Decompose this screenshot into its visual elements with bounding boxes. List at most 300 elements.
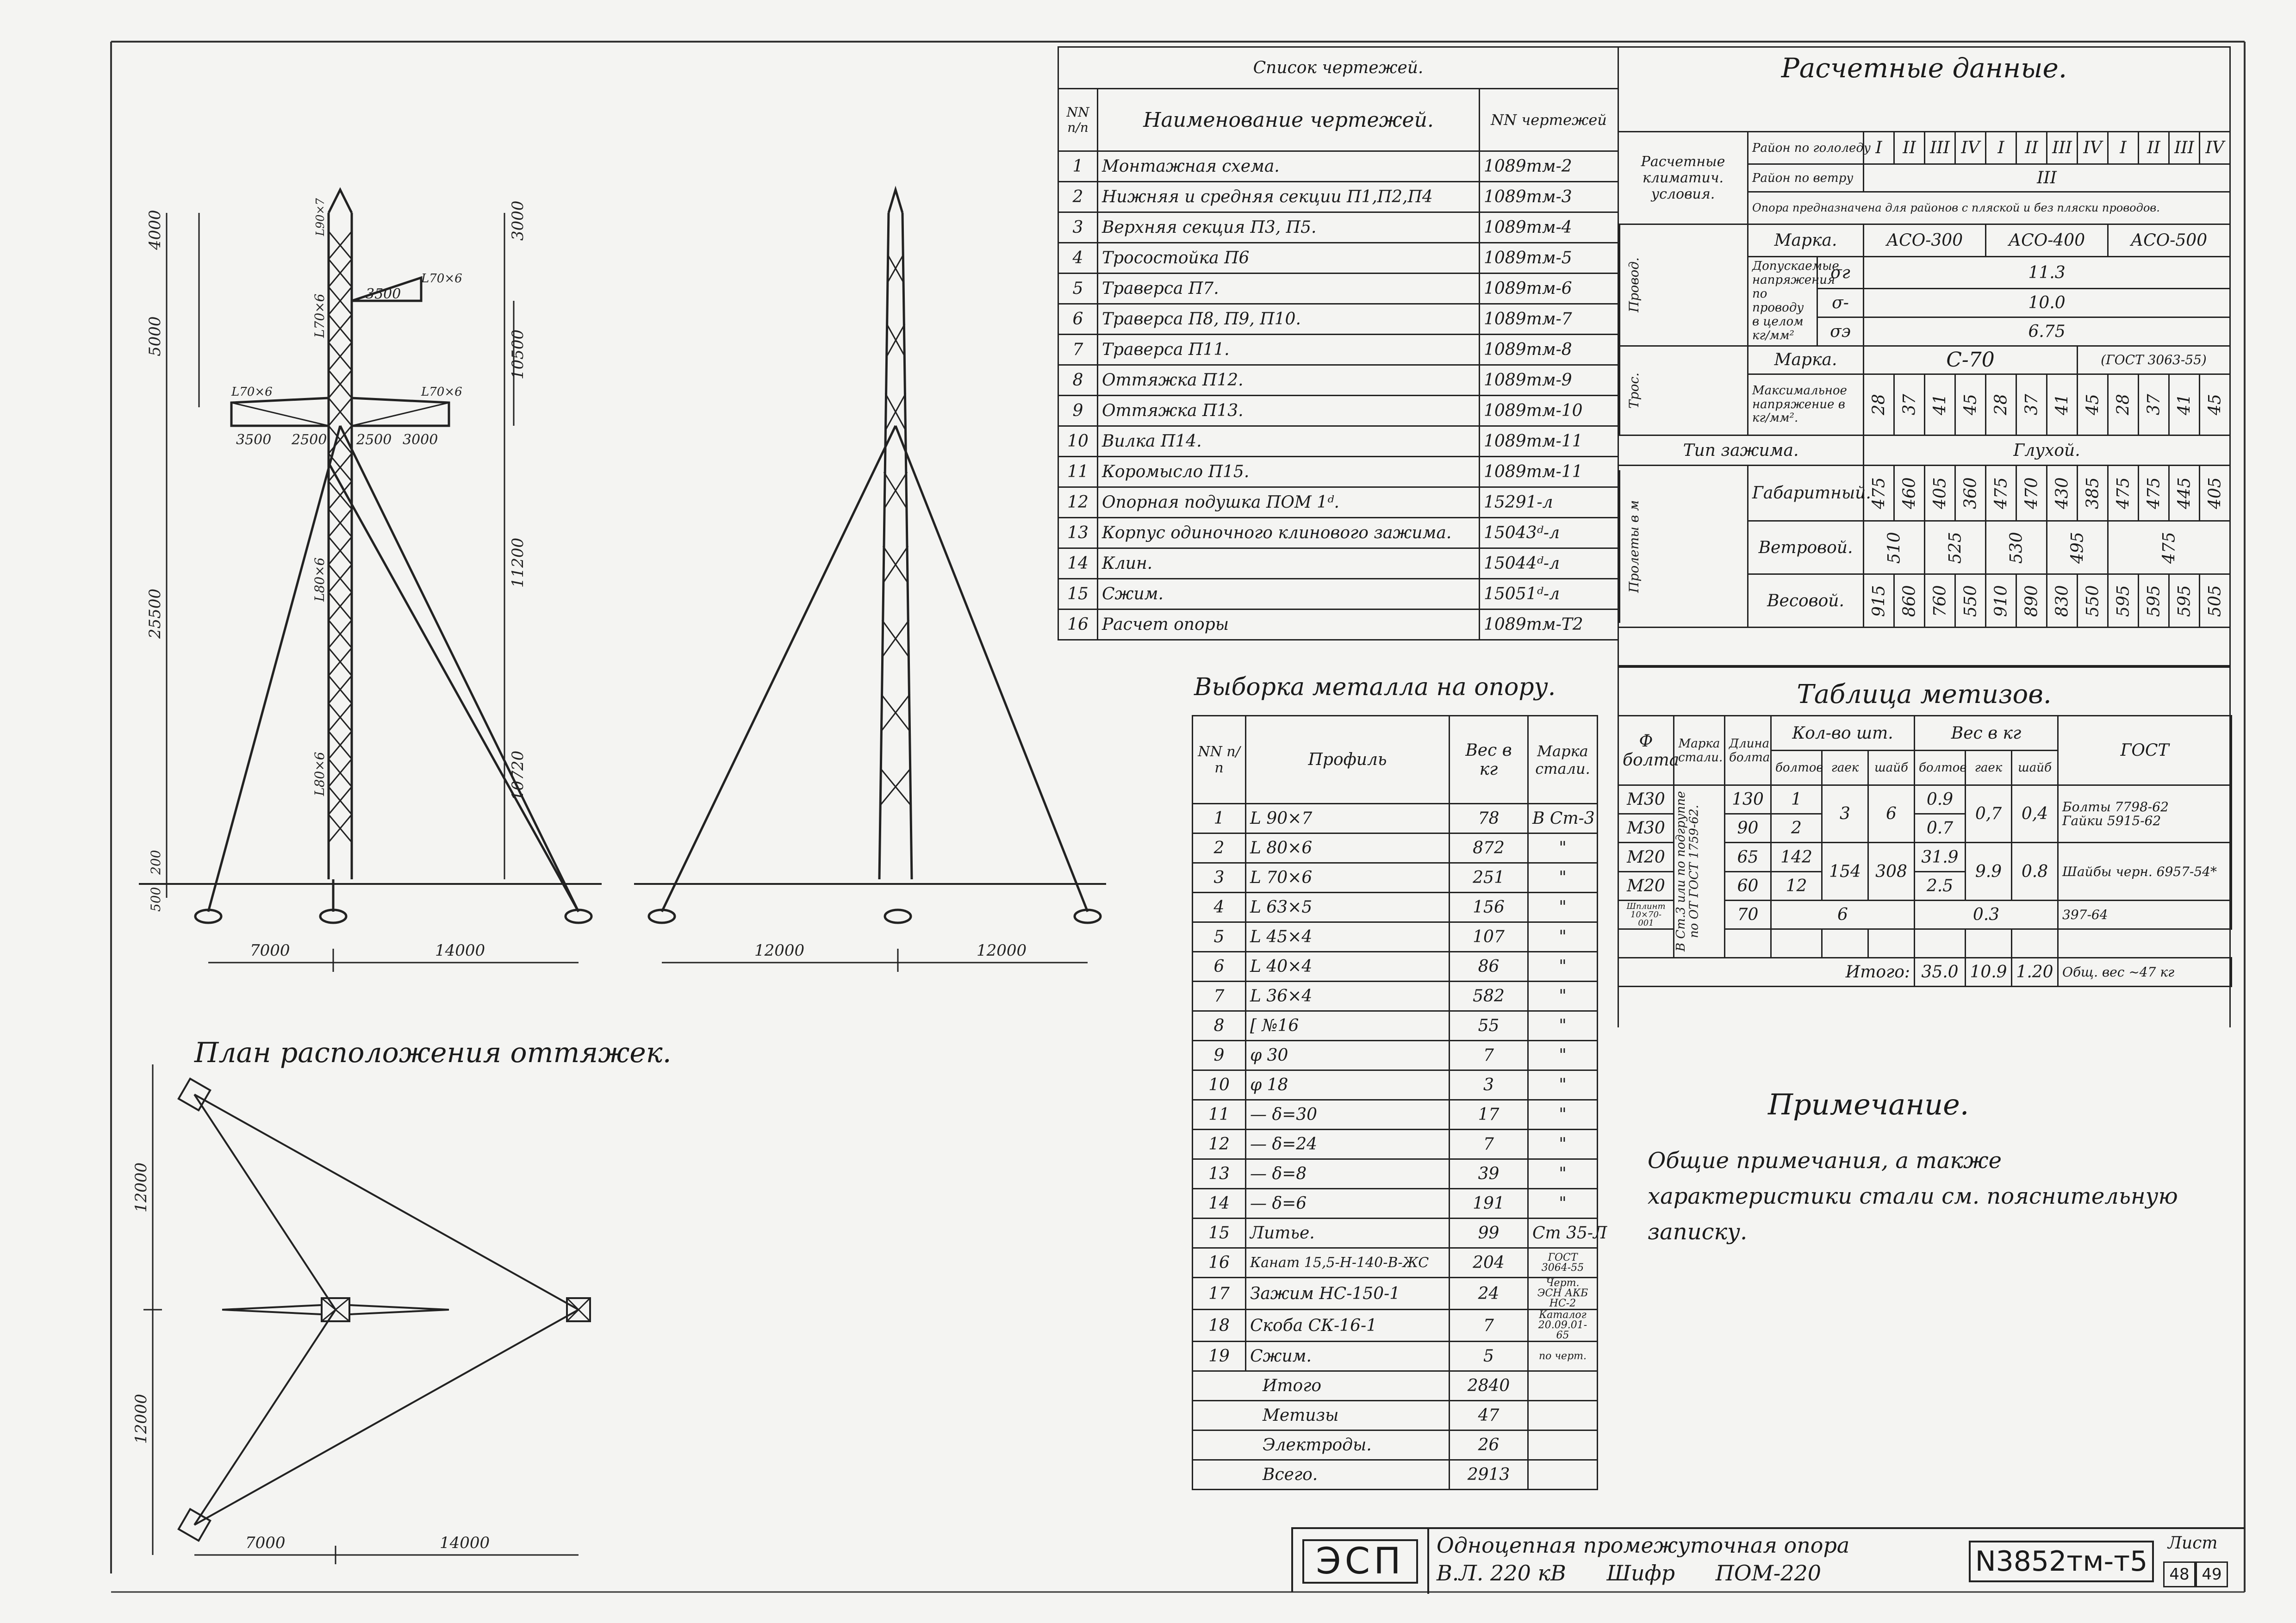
drawing-list-cell-name: Траверса П7. bbox=[1098, 274, 1480, 304]
metal-col-num: NN п/п bbox=[1193, 716, 1246, 804]
hw-wb: 0.7 bbox=[1915, 814, 1966, 843]
dim-height-top: 4000 bbox=[146, 210, 164, 250]
hw-gost-0 bbox=[2058, 785, 2232, 843]
drawing-list-cell-name: Траверса П11. bbox=[1098, 335, 1480, 365]
drawing-list-row bbox=[1058, 518, 1618, 548]
drawing-list-cell-code: 1089тм-8 bbox=[1480, 335, 1618, 365]
drawing-list-cell-n: 8 bbox=[1058, 365, 1098, 396]
dim-height-upper: 10500 bbox=[509, 329, 527, 379]
stress-label: Допускаемые напряжения по проводу в целом кг/мм² bbox=[1748, 257, 1817, 346]
drawing-list-cell-name: Оттяжка П12. bbox=[1098, 365, 1480, 396]
weight-span: 860 bbox=[1894, 574, 1925, 628]
hw-wb: 31.9 bbox=[1915, 843, 1966, 872]
dim-height-mid: 5000 bbox=[146, 316, 164, 356]
profile-label-4: L80×6 bbox=[312, 752, 327, 796]
weight-span: 915 bbox=[1864, 574, 1894, 628]
drawing-list-row bbox=[1058, 365, 1618, 396]
metal-total-row bbox=[1193, 1430, 1598, 1460]
dim-height-base: 10720 bbox=[509, 750, 527, 801]
hw-phi: М20 bbox=[1618, 843, 1674, 872]
max-stress: 28 bbox=[1986, 374, 2016, 435]
wire-section: Провод. bbox=[1619, 225, 1648, 345]
metal-row bbox=[1193, 982, 1598, 1011]
metal-cell-w: 7 bbox=[1450, 1041, 1528, 1070]
hardware-title: Таблица метизов. bbox=[1797, 679, 2052, 709]
drawing-list-cell-code: 1089тм-3 bbox=[1480, 182, 1618, 212]
dim-arm-c: 2500 bbox=[356, 432, 392, 448]
metal-cell-w: 7 bbox=[1450, 1310, 1528, 1342]
h-bolts: болтов bbox=[1771, 751, 1822, 785]
metal-cell-b: " bbox=[1528, 863, 1598, 893]
drawing-list-cell-name: Коромысло П15. bbox=[1098, 457, 1480, 487]
drawing-list-cell-name: Монтажная схема. bbox=[1098, 151, 1480, 182]
metal-cell-p: L 90×7 bbox=[1246, 804, 1450, 833]
brand-label: Марка. bbox=[1748, 224, 1864, 257]
metal-cell-p: L 80×6 bbox=[1246, 833, 1450, 863]
gabarit-span: 475 bbox=[1864, 466, 1894, 521]
title-number: N3852тм-т5 bbox=[1969, 1541, 2154, 1582]
profile-label-7: L70×6 bbox=[421, 272, 462, 286]
dim-arm-d: 3000 bbox=[403, 432, 438, 448]
weight-span: 830 bbox=[2047, 574, 2078, 628]
sheet-number: 48 bbox=[2163, 1561, 2196, 1587]
rope-gost: (ГОСТ 3063-55) bbox=[2078, 346, 2230, 374]
metal-total-row bbox=[1193, 1371, 1598, 1401]
metal-cell-n: 16 bbox=[1193, 1248, 1246, 1278]
stress-val: 11.3 bbox=[1864, 257, 2230, 289]
steel-note: В Ст.3 или по подгруппе по ОТ ГОСТ 1759-62. bbox=[1674, 791, 1701, 952]
gabarit-span: 460 bbox=[1894, 466, 1925, 521]
metal-title: Выборка металла на опору. bbox=[1194, 673, 1556, 701]
wind-value: III bbox=[1864, 164, 2230, 192]
title-org: ЭСП bbox=[1302, 1539, 1418, 1584]
dim-height-cross: 3000 bbox=[509, 200, 527, 241]
metal-cell-n: 1 bbox=[1193, 804, 1246, 833]
metal-cell-p: [ №16 bbox=[1246, 1011, 1450, 1041]
metal-cell-w: 3 bbox=[1450, 1070, 1528, 1100]
drawing-list-cell-code: 15043ᵈ-л bbox=[1480, 518, 1618, 548]
hw-gost-2: Шайбы черн. 6957-54* bbox=[2058, 843, 2232, 901]
metal-cell-n: 6 bbox=[1193, 952, 1246, 982]
dim-width-right: 14000 bbox=[435, 941, 485, 960]
drawing-list-cell-code: 15291-л bbox=[1480, 487, 1618, 518]
max-stress: 28 bbox=[2108, 374, 2139, 435]
ice-region: III bbox=[2047, 132, 2078, 164]
h-weight: Вес в кг bbox=[1915, 716, 2058, 751]
dim-height-lower: 11200 bbox=[509, 537, 527, 588]
metal-cell-b: " bbox=[1528, 982, 1598, 1011]
metal-cell-p: Сжим. bbox=[1246, 1342, 1450, 1371]
drawing-list-row bbox=[1058, 212, 1618, 243]
drawing-list-cell-n: 10 bbox=[1058, 426, 1098, 457]
drawing-list-row bbox=[1058, 151, 1618, 182]
metal-cell-p: — δ=30 bbox=[1246, 1100, 1450, 1130]
metal-total-weight: 26 bbox=[1450, 1430, 1528, 1460]
drawing-list-row bbox=[1058, 609, 1618, 640]
drawing-list-cell-name: Верхняя секция П3, П5. bbox=[1098, 212, 1480, 243]
clamp-value: Глухой. bbox=[1864, 435, 2230, 466]
dim-width-left: 7000 bbox=[250, 941, 290, 960]
h-nuts: гаек bbox=[1822, 751, 1868, 785]
ice-region: IV bbox=[1955, 132, 1986, 164]
dim-arm-b: 2500 bbox=[292, 432, 327, 448]
stress-val: 6.75 bbox=[1864, 317, 2230, 346]
gabarit-span: 445 bbox=[2169, 466, 2200, 521]
drawing-list-row bbox=[1058, 182, 1618, 212]
gabarit-span: 475 bbox=[2139, 466, 2169, 521]
drawing-list-cell-n: 9 bbox=[1058, 396, 1098, 426]
max-stress: 41 bbox=[2047, 374, 2078, 435]
metal-cell-b: " bbox=[1528, 1130, 1598, 1159]
wind-span: 530 bbox=[1986, 521, 2047, 574]
drawing-list-row bbox=[1058, 396, 1618, 426]
calc-data-block bbox=[1618, 46, 2231, 666]
metal-row bbox=[1193, 893, 1598, 922]
plan-title: План расположения оттяжек. bbox=[194, 1037, 672, 1069]
ice-region: IV bbox=[2078, 132, 2108, 164]
metal-cell-b: по черт. bbox=[1528, 1342, 1598, 1371]
wind-label: Район по ветру bbox=[1748, 164, 1864, 192]
hw-gost-3: 397-64 bbox=[2058, 901, 2232, 929]
h-brand: Марка стали. bbox=[1674, 716, 1725, 785]
metal-cell-n: 7 bbox=[1193, 982, 1246, 1011]
clamp-label: Тип зажима. bbox=[1618, 435, 1864, 466]
metal-row bbox=[1193, 1278, 1598, 1310]
metal-row bbox=[1193, 1011, 1598, 1041]
hw-total-washers: 1.20 bbox=[2012, 958, 2058, 987]
drawing-list-cell-n: 13 bbox=[1058, 518, 1098, 548]
drawing-list-title: Список чертежей. bbox=[1058, 47, 1618, 89]
col-name: Наименование чертежей. bbox=[1098, 89, 1480, 151]
spans-section: Пролеты в м bbox=[1619, 470, 1648, 623]
metal-cell-w: 872 bbox=[1450, 833, 1528, 863]
dim-side-right: 12000 bbox=[977, 941, 1027, 960]
rope-brand: С-70 bbox=[1864, 346, 2078, 374]
drawing-list-cell-n: 11 bbox=[1058, 457, 1098, 487]
metal-cell-p: Канат 15,5-Н-140-В-ЖС bbox=[1246, 1248, 1450, 1278]
metal-cell-b: Ст 35-Л bbox=[1528, 1219, 1598, 1248]
metal-cell-n: 4 bbox=[1193, 893, 1246, 922]
ice-region: II bbox=[1894, 132, 1925, 164]
metal-cell-b: " bbox=[1528, 952, 1598, 982]
metal-cell-w: 78 bbox=[1450, 804, 1528, 833]
ice-region: III bbox=[2169, 132, 2200, 164]
max-stress: 45 bbox=[1955, 374, 1986, 435]
metal-cell-b: В Ст-3 bbox=[1528, 804, 1598, 833]
ice-region: I bbox=[1864, 132, 1894, 164]
hw-phi: М20 bbox=[1618, 872, 1674, 901]
dim-height-ground: 200 bbox=[148, 850, 163, 875]
drawing-list-cell-code: 1089тм-Т2 bbox=[1480, 609, 1618, 640]
metal-total-label: Всего. bbox=[1193, 1460, 1450, 1490]
drawing-list-cell-name: Оттяжка П13. bbox=[1098, 396, 1480, 426]
metal-cell-p: Зажим НС-150-1 bbox=[1246, 1278, 1450, 1310]
metal-cell-w: 24 bbox=[1450, 1278, 1528, 1310]
dim-side-left: 12000 bbox=[754, 941, 805, 960]
drawing-list-cell-code: 1089тм-2 bbox=[1480, 151, 1618, 182]
gost-line: Болты 7798-62 bbox=[2062, 799, 2169, 815]
max-stress: 45 bbox=[2078, 374, 2108, 435]
hw-washers-b: 308 bbox=[1868, 843, 1915, 901]
stress-val: 10.0 bbox=[1864, 289, 2230, 317]
metal-cell-b: " bbox=[1528, 1041, 1598, 1070]
weight-span: 760 bbox=[1925, 574, 1955, 628]
calc-title: Расчетные данные. bbox=[1781, 52, 2067, 84]
drawing-list-cell-n: 5 bbox=[1058, 274, 1098, 304]
metal-total-weight: 47 bbox=[1450, 1401, 1528, 1430]
h-qty: Кол-во шт. bbox=[1771, 716, 1915, 751]
metal-cell-n: 2 bbox=[1193, 833, 1246, 863]
metal-cell-b: " bbox=[1528, 1159, 1598, 1189]
metal-cell-p: L 70×6 bbox=[1246, 863, 1450, 893]
hw-nuts-b: 154 bbox=[1822, 843, 1868, 901]
drawing-list-cell-code: 1089тм-11 bbox=[1480, 426, 1618, 457]
metal-row bbox=[1193, 833, 1598, 863]
metal-cell-n: 15 bbox=[1193, 1219, 1246, 1248]
metal-cell-n: 10 bbox=[1193, 1070, 1246, 1100]
drawing-list-cell-name: Траверса П8, П9, П10. bbox=[1098, 304, 1480, 335]
hw-wb: 2.5 bbox=[1915, 872, 1966, 901]
hw-qb: 142 bbox=[1771, 843, 1822, 872]
drawing-list-row bbox=[1058, 579, 1618, 609]
metal-row bbox=[1193, 922, 1598, 952]
metal-cell-n: 9 bbox=[1193, 1041, 1246, 1070]
ice-region: II bbox=[2139, 132, 2169, 164]
metal-cell-b: ГОСТ 3064-55 bbox=[1528, 1248, 1598, 1278]
hw-phi: М30 bbox=[1618, 814, 1674, 843]
metal-cell-w: 107 bbox=[1450, 922, 1528, 952]
wind-span: 525 bbox=[1925, 521, 1986, 574]
drawing-list-row bbox=[1058, 548, 1618, 579]
brand: АСО-400 bbox=[1986, 224, 2108, 257]
hw-total-bolts: 35.0 bbox=[1915, 958, 1966, 987]
ice-region: IV bbox=[2200, 132, 2230, 164]
metal-row bbox=[1193, 1070, 1598, 1100]
weight-span: 595 bbox=[2169, 574, 2200, 628]
metal-cell-n: 18 bbox=[1193, 1310, 1246, 1342]
hw-wb: 0.3 bbox=[1915, 901, 2058, 929]
drawing-list-row bbox=[1058, 243, 1618, 274]
h-gost: ГОСТ bbox=[2058, 716, 2232, 785]
metal-row bbox=[1193, 1248, 1598, 1278]
drawing-list-cell-code: 1089тм-10 bbox=[1480, 396, 1618, 426]
metal-cell-b: Черт. ЭСН АКБ НС-2 bbox=[1528, 1278, 1598, 1310]
metal-cell-n: 8 bbox=[1193, 1011, 1246, 1041]
hw-total-label: Итого: bbox=[1618, 958, 1915, 987]
drawing-list-cell-name: Нижняя и средняя секции П1,П2,П4 bbox=[1098, 182, 1480, 212]
hw-wb: 0.9 bbox=[1915, 785, 1966, 814]
drawing-list-row bbox=[1058, 426, 1618, 457]
metal-cell-b: " bbox=[1528, 1189, 1598, 1219]
metal-cell-n: 12 bbox=[1193, 1130, 1246, 1159]
gabarit-span: 475 bbox=[2108, 466, 2139, 521]
metal-cell-w: 582 bbox=[1450, 982, 1528, 1011]
plan-dim-left: 7000 bbox=[245, 1534, 286, 1552]
drawing-list-row bbox=[1058, 274, 1618, 304]
weight-span: 910 bbox=[1986, 574, 2016, 628]
metal-row bbox=[1193, 863, 1598, 893]
metal-cell-p: L 36×4 bbox=[1246, 982, 1450, 1011]
gabarit-span: 360 bbox=[1955, 466, 1986, 521]
drawing-list-cell-name: Корпус одиночного клинового зажима. bbox=[1098, 518, 1480, 548]
h-phi: Ф болта bbox=[1618, 716, 1674, 785]
stress-sym: σг bbox=[1817, 257, 1864, 289]
metal-cell-b: " bbox=[1528, 1070, 1598, 1100]
drawing-list-cell-code: 15044ᵈ-л bbox=[1480, 548, 1618, 579]
stress-sym: σэ bbox=[1817, 317, 1864, 346]
metal-cell-b: " bbox=[1528, 1100, 1598, 1130]
drawing-list-cell-n: 2 bbox=[1058, 182, 1098, 212]
hw-w-nuts-b: 9.9 bbox=[1966, 843, 2012, 901]
metal-cell-w: 204 bbox=[1450, 1248, 1528, 1278]
metal-row bbox=[1193, 1041, 1598, 1070]
drawing-list-cell-code: 1089тм-7 bbox=[1480, 304, 1618, 335]
weight-span: 550 bbox=[1955, 574, 1986, 628]
plan-dim-top: 12000 bbox=[132, 1162, 150, 1213]
hw-qb: 12 bbox=[1771, 872, 1822, 901]
drawing-list-cell-n: 6 bbox=[1058, 304, 1098, 335]
drawing-list-cell-code: 1089тм-5 bbox=[1480, 243, 1618, 274]
gabarit-label: Габаритный. bbox=[1748, 466, 1864, 521]
dim-height-total: 25500 bbox=[146, 588, 164, 639]
gabarit-span: 470 bbox=[2016, 466, 2047, 521]
metal-total-label: Метизы bbox=[1193, 1401, 1450, 1430]
drawing-list-cell-n: 3 bbox=[1058, 212, 1098, 243]
metal-cell-p: L 40×4 bbox=[1246, 952, 1450, 982]
drawing-list-cell-n: 1 bbox=[1058, 151, 1098, 182]
col-code: NN чертежей bbox=[1480, 89, 1618, 151]
max-stress: 37 bbox=[1894, 374, 1925, 435]
title-line1: Одноцепная промежуточная опора bbox=[1437, 1533, 1850, 1558]
metal-col-brand: Марка стали. bbox=[1528, 716, 1598, 804]
hw-w-nuts-a: 0,7 bbox=[1966, 785, 2012, 843]
wind-span: 475 bbox=[2108, 521, 2230, 574]
profile-label-3: L70×6 bbox=[312, 293, 327, 338]
metal-cell-w: 86 bbox=[1450, 952, 1528, 982]
drawing-list-cell-name: Сжим. bbox=[1098, 579, 1480, 609]
metal-row bbox=[1193, 1342, 1598, 1371]
metal-row bbox=[1193, 952, 1598, 982]
sheet-label: Лист bbox=[2168, 1534, 2218, 1553]
metal-row bbox=[1193, 804, 1598, 833]
metal-cell-p: φ 30 bbox=[1246, 1041, 1450, 1070]
drawing-list-cell-name: Клин. bbox=[1098, 548, 1480, 579]
sheet-total: 49 bbox=[2196, 1561, 2228, 1587]
metal-total-label: Итого bbox=[1193, 1371, 1450, 1401]
max-stress: 41 bbox=[2169, 374, 2200, 435]
h-nuts-w: гаек bbox=[1966, 751, 2012, 785]
profile-label-5: L70×6 bbox=[421, 385, 462, 399]
drawing-list-cell-name: Опорная подушка ПОМ 1ᵈ. bbox=[1098, 487, 1480, 518]
hw-len: 65 bbox=[1725, 843, 1771, 872]
drawing-list-row bbox=[1058, 487, 1618, 518]
hw-qb: 2 bbox=[1771, 814, 1822, 843]
max-stress: 37 bbox=[2016, 374, 2047, 435]
plan-dim-bottom: 12000 bbox=[132, 1393, 150, 1444]
drawing-list-cell-name: Тросостойка П6 bbox=[1098, 243, 1480, 274]
brand: АСО-500 bbox=[2108, 224, 2230, 257]
max-stress: 41 bbox=[1925, 374, 1955, 435]
metal-row bbox=[1193, 1189, 1598, 1219]
metal-cell-p: L 45×4 bbox=[1246, 922, 1450, 952]
drawing-list-cell-name: Вилка П14. bbox=[1098, 426, 1480, 457]
gabarit-span: 405 bbox=[2200, 466, 2230, 521]
max-stress-label: Максимальное напряжение в кг/мм². bbox=[1748, 374, 1864, 435]
gost-line: Гайки 5915-62 bbox=[2062, 813, 2161, 828]
max-stress: 37 bbox=[2139, 374, 2169, 435]
metal-cell-p: — δ=6 bbox=[1246, 1189, 1450, 1219]
metal-total-weight: 2913 bbox=[1450, 1460, 1528, 1490]
hw-len: 70 bbox=[1725, 901, 1771, 929]
h-washers-w: шайб bbox=[2012, 751, 2058, 785]
metal-row bbox=[1193, 1100, 1598, 1130]
dim-arm-top: 3500 bbox=[366, 286, 401, 302]
profile-label-2: L80×6 bbox=[312, 557, 327, 602]
rope-brand-label: Марка. bbox=[1748, 346, 1864, 374]
hw-total-gost: Общ. вес ~47 кг bbox=[2058, 958, 2232, 987]
metal-cell-p: — δ=24 bbox=[1246, 1130, 1450, 1159]
h-bolts-w: болтов bbox=[1915, 751, 1966, 785]
metal-row bbox=[1193, 1159, 1598, 1189]
dim-arm-a: 3500 bbox=[236, 432, 272, 448]
weight-span: 890 bbox=[2016, 574, 2047, 628]
metal-cell-p: — δ=8 bbox=[1246, 1159, 1450, 1189]
col-num: NN п/п bbox=[1058, 89, 1098, 151]
metal-cell-w: 55 bbox=[1450, 1011, 1528, 1041]
ice-label: Район по гололеду bbox=[1748, 132, 1864, 164]
drawing-list-cell-n: 12 bbox=[1058, 487, 1098, 518]
h-len: Длина болта bbox=[1725, 716, 1771, 785]
drawing-list-table bbox=[1058, 46, 1619, 640]
metal-row bbox=[1193, 1130, 1598, 1159]
metal-total-row bbox=[1193, 1460, 1598, 1490]
hardware-table bbox=[1618, 715, 2232, 987]
title-block bbox=[1291, 1527, 2245, 1592]
dim-height-foot: 500 bbox=[148, 887, 163, 912]
calc-table bbox=[1618, 131, 2231, 628]
hw-qb: 1 bbox=[1771, 785, 1822, 814]
max-stress: 28 bbox=[1864, 374, 1894, 435]
climate-label: Расчетные климатич. условия. bbox=[1618, 132, 1748, 224]
metal-cell-p: φ 18 bbox=[1246, 1070, 1450, 1100]
metal-total-label: Электроды. bbox=[1193, 1430, 1450, 1460]
drawing-list-cell-n: 14 bbox=[1058, 548, 1098, 579]
drawing-list-cell-n: 7 bbox=[1058, 335, 1098, 365]
drawing-list-cell-code: 1089тм-4 bbox=[1480, 212, 1618, 243]
metal-cell-w: 156 bbox=[1450, 893, 1528, 922]
weight-span: 505 bbox=[2200, 574, 2230, 628]
hw-w-washers-b: 0.8 bbox=[2012, 843, 2058, 901]
drawing-list-row bbox=[1058, 304, 1618, 335]
gabarit-span: 385 bbox=[2078, 466, 2108, 521]
metal-cell-n: 17 bbox=[1193, 1278, 1246, 1310]
drawing-list-cell-code: 1089тм-6 bbox=[1480, 274, 1618, 304]
metal-table bbox=[1192, 715, 1607, 1490]
weight-span: 595 bbox=[2108, 574, 2139, 628]
hw-phi: М30 bbox=[1618, 785, 1674, 814]
drawing-list-cell-name: Расчет опоры bbox=[1098, 609, 1480, 640]
metal-cell-p: Скоба СК-16-1 bbox=[1246, 1310, 1450, 1342]
drawing-list-cell-code: 1089тм-11 bbox=[1480, 457, 1618, 487]
brand: АСО-300 bbox=[1864, 224, 1986, 257]
metal-total-weight: 2840 bbox=[1450, 1371, 1528, 1401]
plan-dim-right: 14000 bbox=[440, 1534, 490, 1552]
metal-col-profile: Профиль bbox=[1246, 716, 1450, 804]
gabarit-span: 430 bbox=[2047, 466, 2078, 521]
title-line2: В.Л. 220 кВ Шифр ПОМ-220 bbox=[1437, 1561, 1822, 1586]
guy-plan-drawing bbox=[116, 1064, 671, 1564]
hw-phi: Шплинт 10×70-001 bbox=[1618, 901, 1674, 929]
